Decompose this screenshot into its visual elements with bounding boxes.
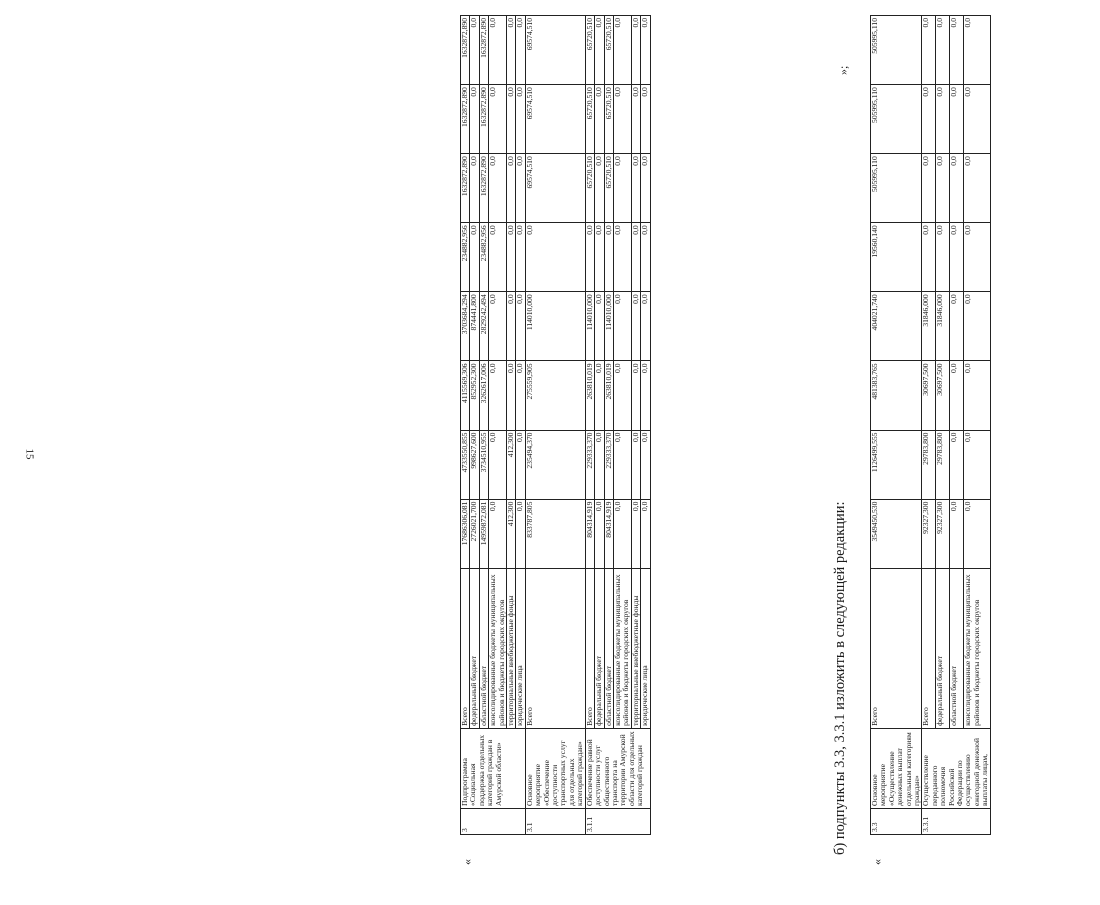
amount-cell: 30697,500 <box>922 361 936 430</box>
item-number: 3.1 <box>525 808 585 834</box>
funding-source: юридические лица <box>641 568 650 728</box>
amount-cell: 4733550,855 <box>461 430 470 499</box>
amount-cell: 114010,000 <box>604 292 613 361</box>
funding-source: федеральный бюджет <box>595 568 604 728</box>
amount-cell: 234882,956 <box>461 223 470 292</box>
amount-cell: 31846,000 <box>922 292 936 361</box>
document-sheet <box>460 15 1100 865</box>
amount-cell: 0,0 <box>470 223 479 292</box>
amount-cell: 833787,805 <box>525 499 585 568</box>
table-row <box>641 16 650 835</box>
amount-cell: 235494,370 <box>525 430 585 499</box>
amount-cell: 0,0 <box>631 292 640 361</box>
amount-cell: 0,0 <box>489 16 507 85</box>
amount-cell: 0,0 <box>936 85 950 154</box>
amount-cell: 0,0 <box>516 430 525 499</box>
amount-cell: 0,0 <box>470 16 479 85</box>
table-row <box>871 16 922 835</box>
amount-cell: 0,0 <box>507 154 516 223</box>
amount-cell: 804314,919 <box>585 499 594 568</box>
amount-cell: 0,0 <box>631 361 640 430</box>
funding-source: территориальные внебюджетные фонды <box>507 568 516 728</box>
amount-cell: 0,0 <box>950 16 964 85</box>
amount-cell: 0,0 <box>516 16 525 85</box>
amount-cell: 0,0 <box>950 154 964 223</box>
amount-cell: 0,0 <box>964 430 990 499</box>
amount-cell: 0,0 <box>964 361 990 430</box>
amount-cell: 114010,000 <box>525 292 585 361</box>
amount-cell: 14959872,081 <box>479 499 488 568</box>
quote-mark: « <box>460 859 474 865</box>
amount-cell: 1632872,890 <box>461 154 470 223</box>
amount-cell: 65720,510 <box>604 154 613 223</box>
amount-cell: 404021,740 <box>871 292 922 361</box>
table-row <box>950 16 964 835</box>
table-row <box>595 16 604 835</box>
item-number: 3.3.1 <box>922 808 990 834</box>
funding-source: Всего <box>525 568 585 728</box>
amount-cell: 229333,370 <box>604 430 613 499</box>
amount-cell: 0,0 <box>470 85 479 154</box>
funding-source: территориальные внебюджетные фонды <box>631 568 640 728</box>
amount-cell: 0,0 <box>595 154 604 223</box>
amount-cell: 31846,000 <box>936 292 950 361</box>
table-row <box>613 16 631 835</box>
amount-cell: 2726021,700 <box>470 499 479 568</box>
section-heading: б) подпункты 3.3, 3.3.1 изложить в следующей редакции: <box>832 501 848 855</box>
amount-cell: 19560,140 <box>871 223 922 292</box>
funding-source: Всего <box>922 568 936 728</box>
amount-cell: 0,0 <box>489 154 507 223</box>
amount-cell: 998627,600 <box>470 430 479 499</box>
table-row <box>470 16 479 835</box>
amount-cell: 3703684,294 <box>461 292 470 361</box>
amount-cell: 3734510,955 <box>479 430 488 499</box>
amount-cell: 0,0 <box>613 223 631 292</box>
item-name: Осуществление переданного полномочия Российской Федерации по осуществлению ежегодной денежной выплаты лицам, <box>922 728 990 808</box>
amount-cell: 0,0 <box>516 154 525 223</box>
budget-table-subprogram-3 <box>460 15 651 835</box>
amount-cell: 1632872,890 <box>479 16 488 85</box>
item-number: 3.3 <box>871 808 922 834</box>
amount-cell: 0,0 <box>936 154 950 223</box>
amount-cell: 0,0 <box>489 223 507 292</box>
amount-cell: 0,0 <box>507 85 516 154</box>
amount-cell: 852952,300 <box>470 361 479 430</box>
amount-cell: 0,0 <box>950 223 964 292</box>
amount-cell: 0,0 <box>489 499 507 568</box>
amount-cell: 0,0 <box>525 223 585 292</box>
amount-cell: 65720,510 <box>585 16 594 85</box>
amount-cell: 0,0 <box>489 430 507 499</box>
amount-cell: 0,0 <box>489 361 507 430</box>
amount-cell: 1632872,890 <box>479 85 488 154</box>
amount-cell: 0,0 <box>631 223 640 292</box>
quote-mark: « <box>870 859 884 865</box>
amount-cell: 0,0 <box>613 154 631 223</box>
amount-cell: 0,0 <box>641 430 650 499</box>
amount-cell: 0,0 <box>950 499 964 568</box>
table-row <box>516 16 525 835</box>
amount-cell: 0,0 <box>631 430 640 499</box>
amount-cell: 1126499,555 <box>871 430 922 499</box>
amount-cell: 29783,800 <box>936 430 950 499</box>
budget-table-subitem-3-3 <box>870 15 991 835</box>
funding-source: федеральный бюджет <box>470 568 479 728</box>
amount-cell: 0,0 <box>595 361 604 430</box>
item-name: Основное мероприятие «Осуществление денежных выплат отдельным категориям граждан» <box>871 728 922 808</box>
amount-cell: 481383,765 <box>871 361 922 430</box>
amount-cell: 0,0 <box>641 85 650 154</box>
amount-cell: 0,0 <box>964 223 990 292</box>
amount-cell: 114010,000 <box>585 292 594 361</box>
funding-source: областной бюджет <box>479 568 488 728</box>
amount-cell: 0,0 <box>595 430 604 499</box>
funding-source: консолидированные бюджеты муниципальных районов и бюджеты городских округов <box>489 568 507 728</box>
amount-cell: 0,0 <box>595 16 604 85</box>
amount-cell: 65720,510 <box>585 154 594 223</box>
item-number: 3 <box>461 808 526 834</box>
amount-cell: 0,0 <box>595 499 604 568</box>
amount-cell: 0,0 <box>922 154 936 223</box>
amount-cell: 0,0 <box>595 85 604 154</box>
amount-cell: 0,0 <box>964 499 990 568</box>
amount-cell: 0,0 <box>964 85 990 154</box>
funding-source: Всего <box>871 568 922 728</box>
amount-cell: 505995,110 <box>871 85 922 154</box>
amount-cell: 92327,300 <box>922 499 936 568</box>
amount-cell: 412,300 <box>507 430 516 499</box>
amount-cell: 4115569,306 <box>461 361 470 430</box>
amount-cell: 69574,510 <box>525 154 585 223</box>
funding-source: областной бюджет <box>604 568 613 728</box>
funding-source: консолидированные бюджеты муниципальных районов и бюджеты городских округов <box>613 568 631 728</box>
amount-cell: 0,0 <box>631 499 640 568</box>
amount-cell: 0,0 <box>964 154 990 223</box>
amount-cell: 0,0 <box>613 16 631 85</box>
amount-cell: 69574,510 <box>525 16 585 85</box>
amount-cell: 3549450,530 <box>871 499 922 568</box>
amount-cell: 0,0 <box>613 430 631 499</box>
amount-cell: 0,0 <box>507 223 516 292</box>
table-row <box>489 16 507 835</box>
amount-cell: 0,0 <box>585 223 594 292</box>
item-name: Обеспечение равной доступности услуг общественного транспорта на территории Амурской области для отдельных категорий граждан <box>585 728 650 808</box>
amount-cell: 1632872,890 <box>479 154 488 223</box>
amount-cell: 0,0 <box>489 292 507 361</box>
table-row <box>922 16 936 835</box>
amount-cell: 0,0 <box>613 499 631 568</box>
funding-source: консолидированные бюджеты муниципальных районов и бюджеты городских округов <box>964 568 990 728</box>
amount-cell: 0,0 <box>922 223 936 292</box>
item-name: Подпрограмма «Социальная поддержка отдельных категорий граждан в Амурской области» <box>461 728 526 808</box>
amount-cell: 0,0 <box>516 499 525 568</box>
table-row <box>964 16 990 835</box>
amount-cell: 0,0 <box>964 16 990 85</box>
funding-source: юридические лица <box>516 568 525 728</box>
amount-cell: 0,0 <box>641 292 650 361</box>
amount-cell: 0,0 <box>641 361 650 430</box>
amount-cell: 0,0 <box>631 154 640 223</box>
amount-cell: 0,0 <box>595 292 604 361</box>
table-row <box>604 16 613 835</box>
amount-cell: 0,0 <box>641 154 650 223</box>
amount-cell: 0,0 <box>507 361 516 430</box>
amount-cell: 0,0 <box>613 292 631 361</box>
amount-cell: 3262617,006 <box>479 361 488 430</box>
amount-cell: 275559,905 <box>525 361 585 430</box>
amount-cell: 412,300 <box>507 499 516 568</box>
amount-cell: 0,0 <box>631 16 640 85</box>
amount-cell: 0,0 <box>950 292 964 361</box>
table-row <box>525 16 585 835</box>
amount-cell: 0,0 <box>950 430 964 499</box>
amount-cell: 1632872,890 <box>461 16 470 85</box>
funding-source: федеральный бюджет <box>936 568 950 728</box>
amount-cell: 0,0 <box>950 361 964 430</box>
amount-cell: 0,0 <box>516 223 525 292</box>
amount-cell: 874441,800 <box>470 292 479 361</box>
amount-cell: 0,0 <box>922 85 936 154</box>
amount-cell: 505995,110 <box>871 16 922 85</box>
amount-cell: 263810,019 <box>604 361 613 430</box>
amount-cell: 0,0 <box>631 85 640 154</box>
funding-source: Всего <box>461 568 470 728</box>
amount-cell: 0,0 <box>936 16 950 85</box>
amount-cell: 30697,500 <box>936 361 950 430</box>
amount-cell: 17686306,081 <box>461 499 470 568</box>
amount-cell: 65720,510 <box>585 85 594 154</box>
table-row <box>936 16 950 835</box>
item-name: Основное мероприятие «Обеспечение доступности транспортных услуг для отдельных категорий граждан» <box>525 728 585 808</box>
amount-cell: 65720,510 <box>604 85 613 154</box>
amount-cell: 234882,956 <box>479 223 488 292</box>
amount-cell: 0,0 <box>516 85 525 154</box>
amount-cell: 1632872,890 <box>461 85 470 154</box>
amount-cell: 65720,510 <box>604 16 613 85</box>
amount-cell: 0,0 <box>964 292 990 361</box>
funding-source: Всего <box>585 568 594 728</box>
closing-quote-mark: »; <box>836 65 850 75</box>
amount-cell: 0,0 <box>507 16 516 85</box>
amount-cell: 92327,300 <box>936 499 950 568</box>
item-number: 3.1.1 <box>585 808 650 834</box>
amount-cell: 0,0 <box>936 223 950 292</box>
page-number: 15 <box>23 448 36 460</box>
amount-cell: 263810,019 <box>585 361 594 430</box>
amount-cell: 0,0 <box>516 361 525 430</box>
amount-cell: 0,0 <box>950 85 964 154</box>
amount-cell: 0,0 <box>489 85 507 154</box>
amount-cell: 0,0 <box>604 223 613 292</box>
amount-cell: 0,0 <box>641 499 650 568</box>
amount-cell: 29783,800 <box>922 430 936 499</box>
amount-cell: 0,0 <box>613 361 631 430</box>
amount-cell: 0,0 <box>516 292 525 361</box>
amount-cell: 229333,370 <box>585 430 594 499</box>
amount-cell: 69574,510 <box>525 85 585 154</box>
amount-cell: 0,0 <box>595 223 604 292</box>
amount-cell: 0,0 <box>922 16 936 85</box>
funding-source: областной бюджет <box>950 568 964 728</box>
amount-cell: 0,0 <box>613 85 631 154</box>
amount-cell: 0,0 <box>641 16 650 85</box>
amount-cell: 0,0 <box>470 154 479 223</box>
amount-cell: 0,0 <box>507 292 516 361</box>
amount-cell: 2829242,494 <box>479 292 488 361</box>
amount-cell: 0,0 <box>641 223 650 292</box>
amount-cell: 804314,919 <box>604 499 613 568</box>
amount-cell: 505995,110 <box>871 154 922 223</box>
